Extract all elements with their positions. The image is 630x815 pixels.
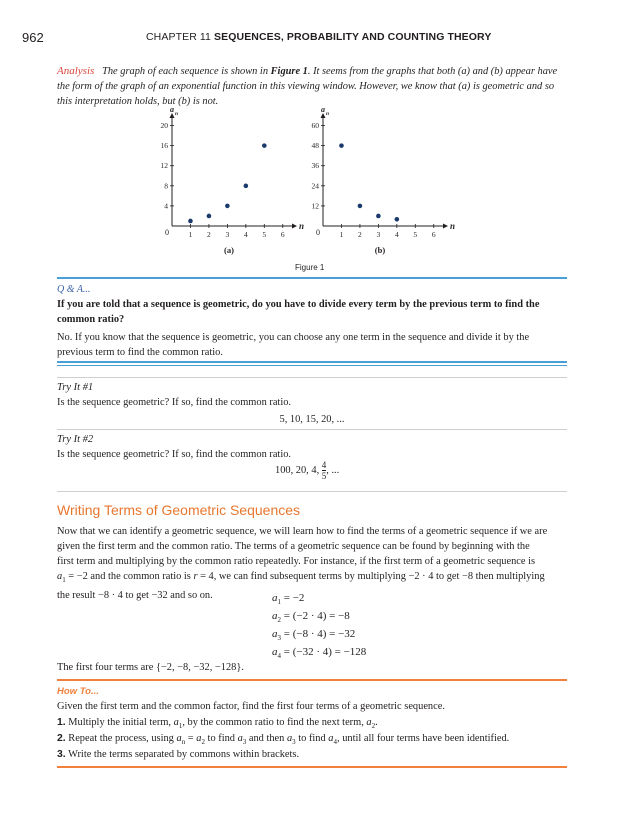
- qa-label: Q & A...: [57, 284, 91, 295]
- graph-b-y-tick-label-60: 60: [311, 121, 319, 131]
- graph-b-x-tick-label-6: 6: [431, 230, 436, 239]
- analysis-paragraph: [57, 64, 577, 109]
- fraction-numerator: 4: [321, 460, 327, 470]
- graph-a-point-1: [188, 219, 193, 224]
- graph-b-y-tick-label-36: 36: [311, 161, 319, 171]
- howto-step-2: 2. Repeat the process, using $a_n = a_2$ to find $a_3$ and then $a_3$ to find $a_4$, until all four terms have been identified.: [57, 733, 510, 747]
- analysis-line-3: this interpretation holds, but (b) is not.: [57, 96, 219, 107]
- analysis-text-a: The graph of each sequence is shown in: [102, 66, 271, 77]
- graph-a-label: (a): [224, 245, 234, 255]
- figure-reference: Figure 1: [270, 66, 308, 77]
- graph-b-x-arrow: [443, 224, 448, 229]
- section-line-3: first term and multiplying by the common ratio repeatedly. For instance, if the first term of a geometric sequence is: [57, 556, 536, 567]
- graph-a-x-tick-label-6: 6: [280, 230, 285, 239]
- graph-a-y-tick-label-12: 12: [160, 161, 168, 171]
- try-it-1-label: Try It #1: [57, 382, 94, 393]
- graph-b: [312, 105, 456, 255]
- graph-b-point-3: [376, 214, 381, 219]
- qa-answer-line-1: No. If you know that the sequence is geometric, you can choose any one term in the sequence and divide it by the: [57, 332, 530, 343]
- try-it-2-seq-end: , ...: [326, 464, 340, 476]
- graph-a-x-tick-label-3: 3: [225, 230, 230, 239]
- graph-a-x-arrow: [292, 224, 297, 229]
- graph-a-x-tick-label-5: 5: [262, 230, 267, 239]
- try-it-1-prompt: Is the sequence geometric? If so, find the common ratio.: [57, 397, 291, 408]
- section-paragraph: [57, 524, 572, 603]
- section-line-1: Now that we can identify a geometric sequence, we will learn how to find the terms of a geometric sequence if we are: [57, 526, 548, 537]
- chapter-header: [146, 31, 491, 43]
- graph-a-point-2: [207, 214, 212, 219]
- graph-a-y-tick-label-8: 8: [164, 181, 168, 191]
- graph-a-point-4: [244, 184, 249, 189]
- graph-a-y-tick-label-16: 16: [160, 141, 168, 151]
- qa-bottom-rule-thin: [57, 365, 567, 366]
- section-line-2: given the first term and the common ratio. The terms of a geometric sequence can be found by beginning with the: [57, 541, 530, 552]
- graph-b-point-2: [358, 204, 363, 209]
- try-it-1-sequence: 5, 10, 15, 20, ...: [279, 414, 345, 425]
- graph-b-y-tick-label-24: 24: [311, 181, 319, 191]
- first-four-terms: The first four terms are {−2, −8, −32, −128}.: [57, 662, 244, 673]
- graph-b-x-tick-label-1: 1: [339, 230, 344, 239]
- howto-bottom-rule: [57, 766, 567, 768]
- graph-a-y-axis-label: a: [170, 105, 174, 114]
- graph-b-point-1: [339, 143, 344, 148]
- graph-a-origin-label: 0: [165, 228, 169, 237]
- page-number: 962: [22, 30, 44, 45]
- try-it-2-seq-start: 100, 20, 4,: [275, 464, 322, 476]
- howto-step-1: 1. Multiply the initial term, $a_1$, by the common ratio to find the next term, $a_2$.: [57, 717, 378, 731]
- graph-a-point-3: [225, 204, 230, 209]
- try-it-2-prompt: Is the sequence geometric? If so, find the common ratio.: [57, 449, 291, 460]
- analysis-text-b: . It seems from the graphs that both (a) and (b) appear have: [307, 66, 558, 77]
- fraction-denominator: 5: [321, 471, 327, 481]
- analysis-label: Analysis: [57, 65, 95, 77]
- qa-answer: [57, 330, 577, 360]
- figure-caption: Figure 1: [295, 263, 325, 272]
- graph-b-y-tick-label-12: 12: [311, 201, 319, 211]
- chapter-number: CHAPTER 11: [146, 31, 211, 43]
- graph-b-y-tick-label-48: 48: [311, 141, 319, 151]
- graph-b-x-tick-label-4: 4: [394, 230, 399, 239]
- graph-a-x-tick-label-4: 4: [243, 230, 248, 239]
- graph-a-point-5: [262, 143, 267, 148]
- figure-1-graphs: [150, 105, 480, 262]
- graph-b-x-tick-label-5: 5: [413, 230, 418, 239]
- equation-a4: $a_4 = (-32 \cdot 4) = -128$: [272, 646, 367, 661]
- section-title: Writing Terms of Geometric Sequences: [57, 502, 301, 518]
- howto-step-3: 3. Write the terms separated by commons within brackets.: [57, 749, 300, 760]
- graph-a-x-axis-label: n: [299, 221, 305, 231]
- qa-answer-line-2: previous term to find the common ratio.: [57, 347, 223, 358]
- howto-label: How To...: [57, 686, 99, 697]
- graph-b-point-4: [395, 217, 400, 222]
- graph-b-x-tick-label-3: 3: [376, 230, 381, 239]
- qa-bottom-rule: [57, 361, 567, 363]
- equation-a2: $a_2 = (-2 \cdot 4) = -8$: [272, 610, 350, 625]
- howto-intro: Given the first term and the common factor, find the first four terms of a geometric sequence.: [57, 701, 445, 712]
- qa-question-line-2: common ratio?: [57, 314, 125, 325]
- equation-a1: $a_1 = -2$: [272, 592, 305, 607]
- graph-a-x-tick-label-1: 1: [188, 230, 193, 239]
- try-it-2-sequence: [275, 460, 395, 481]
- qa-question-line-1: If you are told that a sequence is geometric, do you have to divide every term by the previous term to find the: [57, 299, 540, 310]
- graph-a-y-tick-label-4: 4: [164, 201, 168, 211]
- qa-question: [57, 297, 577, 327]
- try-it-2-rule: [57, 429, 567, 430]
- graph-b-x-tick-label-2: 2: [358, 230, 362, 239]
- section-top-rule: [57, 491, 567, 492]
- graph-b-label: (b): [374, 245, 386, 255]
- qa-top-rule: [57, 277, 567, 279]
- try-it-2-label: Try It #2: [57, 434, 94, 445]
- graph-b-origin-label: 0: [316, 228, 320, 237]
- analysis-line-2: the form of the graph of an exponential function in this viewing window. However, we know that (a) is geometric and so: [57, 81, 555, 92]
- graph-a-x-tick-label-2: 2: [207, 230, 211, 239]
- graph-a-y-tick-label-20: 20: [160, 121, 168, 131]
- chapter-title: SEQUENCES, PROBABILITY AND COUNTING THEORY: [214, 31, 492, 43]
- try-it-1-rule: [57, 377, 567, 378]
- graph-b-y-axis-label: a: [321, 105, 325, 114]
- section-line-4: $a_1 = -2$ and the common ratio is r = 4, we can find subsequent terms by multiplying −2 · 4 to get −8 then multiplying: [57, 571, 545, 585]
- graph-a-y-axis-subscript: n: [175, 111, 179, 117]
- graph-a: [161, 105, 305, 255]
- graph-b-x-axis-label: n: [450, 221, 456, 231]
- section-line-5: the result −8 · 4 to get −32 and so on.: [57, 590, 213, 602]
- equation-a3: $a_3 = (-8 \cdot 4) = -32$: [272, 628, 356, 643]
- graph-b-y-axis-subscript: n: [326, 111, 330, 117]
- howto-top-rule: [57, 679, 567, 681]
